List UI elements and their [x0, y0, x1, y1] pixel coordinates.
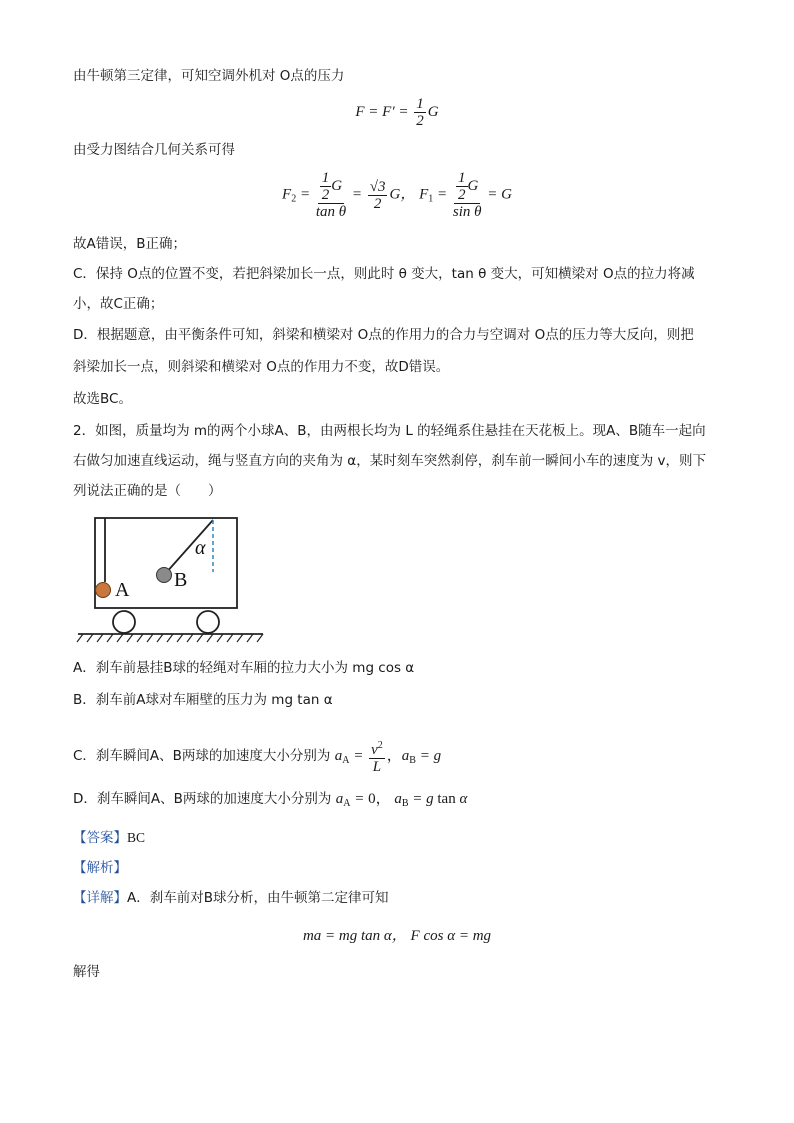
option-c-text: C．刹车瞬间A、B两球的加速度大小分别为	[73, 747, 331, 764]
label-b: B	[174, 569, 188, 591]
question-text: 列说法正确的是（ ）	[73, 483, 222, 499]
analysis-line	[73, 858, 127, 878]
cart-diagram	[73, 510, 273, 650]
text-line: 由牛顿第三定律，可知空调外机对 O点的压力	[73, 68, 345, 84]
question-text: 2．如图，质量均为 m的两个小球A、B，由两根长均为 L 的轻绳系住悬挂在天花板上。现A、B随车一起向	[73, 423, 706, 439]
option-b: B．刹车前A球对车厢壁的压力为 mg tan α	[73, 692, 333, 708]
text-line: 故选BC。	[73, 391, 132, 407]
label-alpha: α	[195, 537, 206, 559]
detail-text: A．刹车前对B球分析，由牛顿第二定律可知	[127, 890, 389, 906]
detail-label: 【详解】	[73, 890, 127, 906]
wheel-left	[113, 611, 135, 633]
answer-value: BC	[127, 830, 146, 845]
equation-newton-second: ma = mg tan α， F cos α = mg	[302, 928, 492, 944]
ball-a	[96, 583, 111, 598]
text-line: C．保持 O点的位置不变，若把斜梁加长一点，则此时 θ 变大，tan θ 变大，可知横梁对 O点的拉力将减	[73, 266, 695, 282]
equation-newton-third: F = F′ = $\frac{1}{2}$ G	[355, 96, 439, 129]
answer-label: 【答案】	[73, 830, 127, 846]
equation-force-components: $F_2$ = $\frac{1}{2}$ G tan θ = $\frac{√3}{2}$ G， $F_1$ = $\frac{1}{2}$ G sin θ = G	[282, 170, 512, 220]
ground-hatch	[77, 634, 263, 642]
option-d-text: D．刹车瞬间A、B两球的加速度大小分别为	[73, 791, 332, 807]
text-line: 小，故C正确；	[73, 296, 164, 312]
analysis-label: 【解析】	[73, 860, 127, 876]
text-line: 斜梁加长一点，则斜梁和横梁对 O点的作用力不变，故D错误。	[73, 359, 450, 375]
wheel-right	[197, 611, 219, 633]
label-a: A	[115, 579, 130, 601]
option-a: A．刹车前悬挂B球的轻绳对车厢的拉力大小为 mg cos α	[73, 660, 415, 676]
text-line: 由受力图结合几何关系可得	[73, 142, 235, 158]
text-line: 故A错误，B正确；	[73, 236, 186, 252]
text-line: D．根据题意，由平衡条件可知，斜梁和横梁对 O点的作用力的合力与空调对 O点的压力等大反向，则把	[73, 327, 694, 343]
option-c: C．刹车瞬间A、B两球的加速度大小分别为 $a_A$ = $\frac{v^2}{L}$ ，$a_B = g$	[73, 740, 442, 775]
question-text: 右做匀加速直线运动，绳与竖直方向的夹角为 α，某时刻车突然刹停，刹车前一瞬间小车的速度为 v，则下	[73, 453, 706, 469]
detail-line	[73, 888, 389, 908]
option-d: D．刹车瞬间A、B两球的加速度大小分别为 $a_A = 0$， $a_B = g$ tan α	[73, 791, 468, 809]
text-line: 解得	[73, 964, 100, 980]
ball-b	[157, 568, 172, 583]
answer-line	[73, 828, 145, 848]
